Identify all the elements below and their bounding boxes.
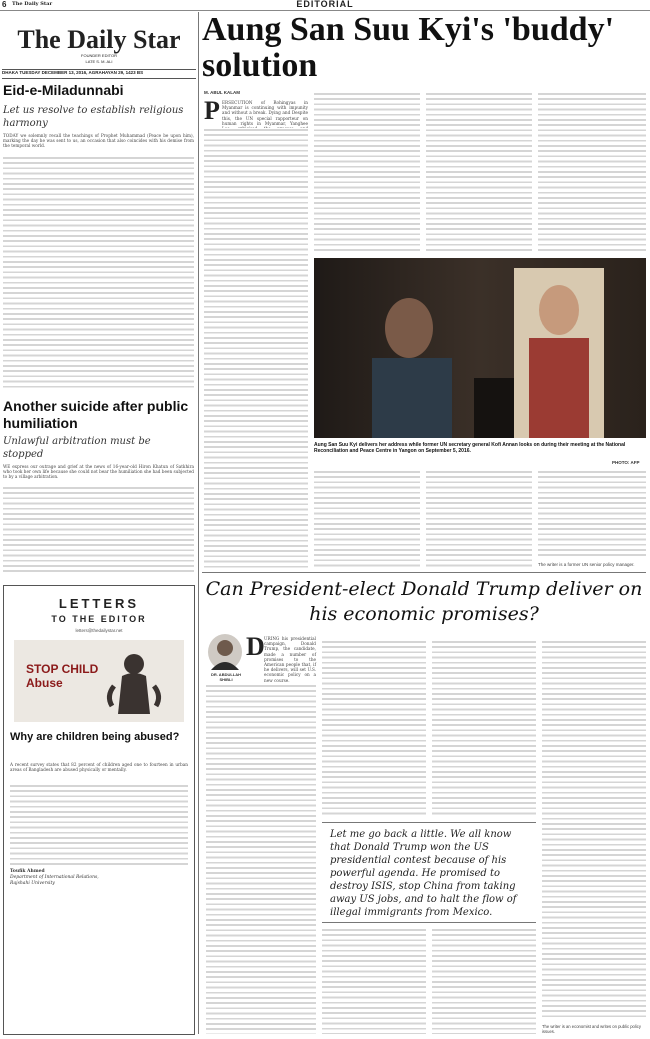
article1-col4b — [538, 470, 646, 558]
article1-author-note: The writer is a former UN senior policy manager. — [538, 562, 635, 567]
article1-col2b — [314, 470, 420, 568]
page-header — [0, 0, 650, 11]
article2-col3 — [432, 640, 536, 818]
page-number: 6 — [2, 0, 7, 9]
article2-col4 — [542, 640, 646, 1020]
article2-author: DR. ABDULLAH SHIBLI — [210, 672, 242, 682]
author-portrait-icon — [208, 634, 242, 670]
letter-lead: A recent survey states that 82 percent of children aged one to fourteen in urban areas of Bangladesh are abused physically or mentally. — [10, 762, 188, 773]
editorial1-body — [3, 156, 194, 388]
article1-col3b — [426, 470, 532, 568]
letter-affiliation-1: Department of International Relations, — [10, 875, 99, 880]
header-publication: The Daily Star — [12, 1, 53, 7]
letter-signature: Toufik Ahmed — [10, 869, 45, 874]
article2-col1 — [206, 684, 316, 1034]
article2-pullquote: Let me go back a little. We all know that Donald Trump won the US presidential contest because of his powerful agenda. He promised to destroy ISIS, stop China from taking away US jobs, and to halt the flow of illegal immigrants from Mexico. — [330, 829, 517, 918]
section-label: EDITORIAL — [296, 0, 354, 9]
meeting-photo-icon — [314, 258, 646, 438]
founder-name: LATE S. M. ALI — [85, 59, 113, 64]
article1-title: Aung San Suu Kyi's 'buddy' solution — [202, 11, 615, 84]
dateline: DHAKA TUESDAY DECEMBER 13, 2016, AGRAHAYAN 29, 1423 BS — [2, 70, 196, 79]
letters-title: LETTERS — [58, 596, 140, 611]
editorial2-lead: WE express our outrage and grief at the news of 16-year-old Hiron Khatun of Satkhira who took her own life because she could not bear the humiliation she had been subjected to by a village arbitration. — [3, 464, 194, 480]
article2-col2b — [322, 928, 426, 1034]
pullquote-rule-top — [322, 822, 536, 823]
pullquote-rule-bottom — [322, 922, 536, 923]
article1-lead: ERSECUTION of Rohingyas in Myanmar is continuing with impunity and without a break. Dying and Despite this, the UN special rapporteur on human rights in Myanmar, Yanghee — [222, 100, 308, 126]
letter-headline: Why are children being abused? — [10, 731, 180, 743]
article1-byline: M. ABUL KALAM — [204, 90, 240, 95]
article2-title: Can President-elect Donald Trump deliver on his economic promises? — [205, 578, 643, 625]
stop-child-abuse-image — [14, 640, 184, 722]
photo-caption: Aung San Suu Kyi delivers her address while former UN secretary general Kofi Annan looks on during their meeting at the National Reconciliation and Peace Centre in Yangon on September 5, 2016. — [314, 442, 626, 454]
article2-author-note: The writer is an economist and writes on public policy issues. — [542, 1024, 641, 1034]
column-divider — [198, 12, 199, 1034]
editorial2-body — [3, 486, 194, 574]
editorial2-title: Another suicide after public humiliation — [3, 398, 189, 431]
stop-child-abuse-banner: STOP CHILD Abuse — [26, 662, 99, 690]
article2-col2 — [322, 640, 426, 818]
letters-subtitle: TO THE EDITOR — [51, 614, 147, 624]
letter-body — [10, 784, 188, 866]
article2-col3b — [432, 928, 536, 1034]
editorial1-lead: TODAY we solemnly recall the teachings of Prophet Muhammad (Peace be upon him), marking the day he was sent to us, an occasion that also coincides with his demise from the temporal world. — [3, 133, 194, 149]
article-divider — [202, 572, 646, 573]
masthead — [2, 11, 196, 70]
editorial1-deck: Let us resolve to establish religious harmony — [3, 105, 184, 129]
article1-col4 — [538, 92, 646, 252]
author-avatar — [208, 634, 242, 670]
letter-affiliation-2: Rajshahi University — [10, 881, 55, 886]
article1-dropcap: P — [204, 96, 220, 125]
editorial2-deck: Unlawful arbitration must be stopped — [3, 436, 151, 460]
letters-email[interactable]: letters@thedailystar.net — [75, 628, 123, 633]
founder-label: FOUNDER EDITOR — [81, 53, 117, 58]
article1-col1 — [204, 128, 308, 568]
article2-dropcap: D — [246, 632, 265, 661]
masthead-logo: The Daily Star — [17, 25, 181, 54]
editorial1-title: Eid-e-Miladunnabi — [3, 82, 124, 98]
article1-col3 — [426, 92, 532, 252]
article1-photo — [314, 258, 646, 438]
photo-credit: PHOTO: AFP — [612, 460, 640, 465]
article1-col2 — [314, 92, 420, 252]
article2-lead: URING his presidential campaign, Donald Trump, the candidate, made a number of promises to the American people that, if he delivers, will set U.S. economic policy on a new course. — [264, 636, 316, 683]
letters-box — [3, 585, 195, 1035]
